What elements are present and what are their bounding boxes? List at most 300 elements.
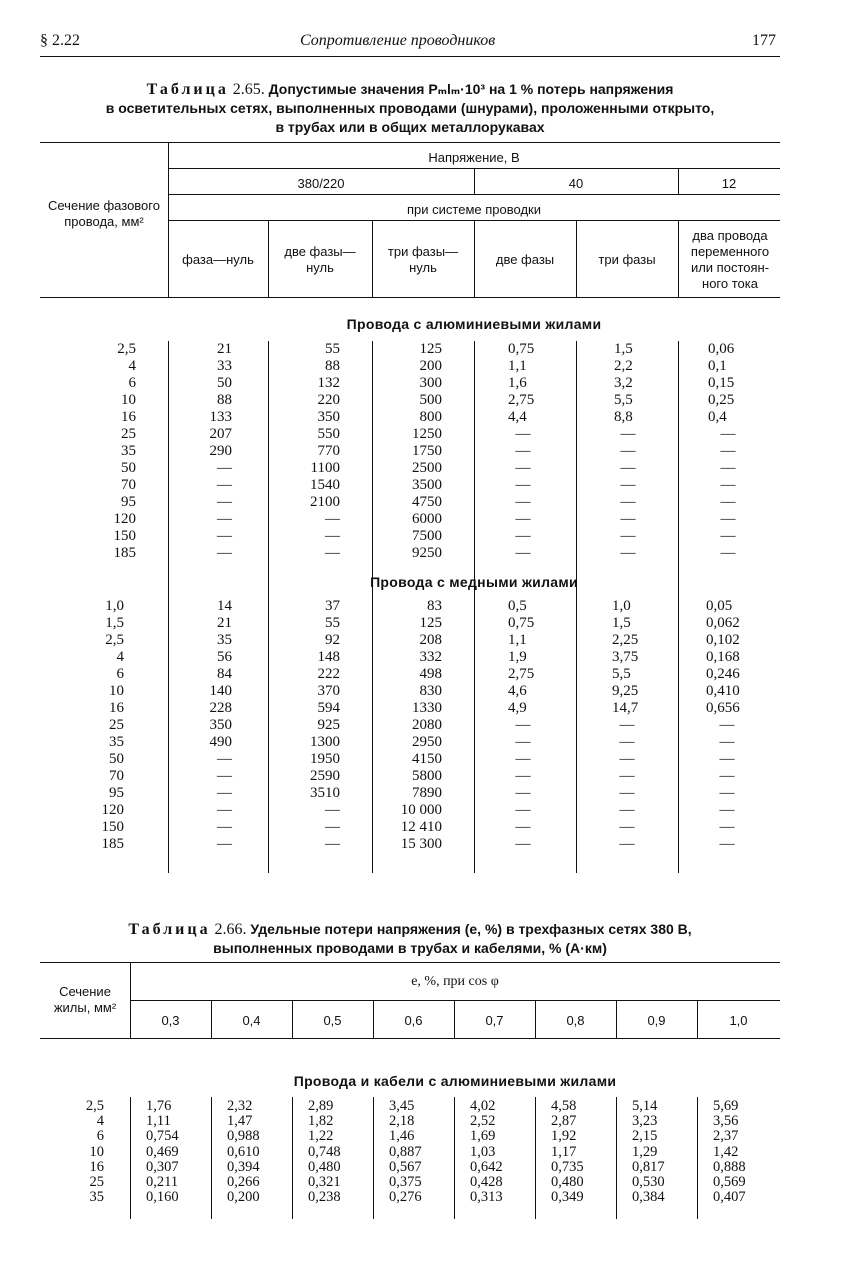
cell: — xyxy=(720,545,736,561)
cell: — xyxy=(217,545,232,561)
cell: 1,0 xyxy=(612,598,631,614)
cell: 1,1 xyxy=(508,358,527,374)
cell: 1,11 xyxy=(146,1113,171,1130)
cell: 0,238 xyxy=(308,1189,341,1206)
cell: 3510 xyxy=(310,785,340,801)
cell: 0,410 xyxy=(706,683,740,699)
cell: — xyxy=(217,494,232,510)
t2-rule-header-bottom xyxy=(40,1038,780,1039)
cell: — xyxy=(515,528,531,544)
t2-col-6 xyxy=(632,1099,694,1205)
cell: — xyxy=(515,819,531,835)
cell: 15 300 xyxy=(400,836,442,852)
cell: 1750 xyxy=(412,443,442,459)
cell: — xyxy=(217,460,232,476)
table2-caption-l2: выполненных проводами в трубах и кабелями, % (А·км) xyxy=(213,940,607,956)
cell: — xyxy=(325,802,340,818)
cell: 55 xyxy=(325,341,340,357)
t1-vline-2 xyxy=(372,220,373,297)
cell: 2,25 xyxy=(612,632,639,648)
cell: 6 xyxy=(116,666,124,682)
cell: — xyxy=(325,511,340,527)
cell: 185 xyxy=(113,545,136,561)
cell: 2,18 xyxy=(389,1113,415,1130)
cell: 2,89 xyxy=(308,1098,334,1114)
cell: 1,5 xyxy=(614,341,633,357)
cell: 0,5 xyxy=(508,598,527,614)
cell: 5,14 xyxy=(632,1098,658,1114)
cell: 1,9 xyxy=(508,649,527,665)
cell: 594 xyxy=(317,700,340,716)
cell: 150 xyxy=(113,528,136,544)
cell: 2,5 xyxy=(85,1098,104,1114)
cell: — xyxy=(217,768,232,784)
cell: 300 xyxy=(419,375,442,391)
cell: 0,06 xyxy=(708,341,735,357)
cell: 7500 xyxy=(412,528,442,544)
cell: — xyxy=(719,836,735,852)
t2-col-4 xyxy=(470,1099,532,1205)
cell: — xyxy=(217,802,232,818)
cell: 0,75 xyxy=(508,615,535,631)
cell: — xyxy=(720,494,736,510)
cell: 4150 xyxy=(412,751,442,767)
cell: 4750 xyxy=(412,494,442,510)
t1-alu-col-c4 xyxy=(508,341,568,562)
cell: 1,47 xyxy=(227,1113,253,1130)
table2-caption xyxy=(40,920,780,958)
cell: 16 xyxy=(109,700,124,716)
cell: — xyxy=(719,717,735,733)
cell: 0,735 xyxy=(551,1158,584,1175)
t2-col-3 xyxy=(389,1099,451,1205)
cell: — xyxy=(515,443,531,459)
cell: 120 xyxy=(101,802,124,818)
section-number: § 2.22 xyxy=(40,32,80,49)
table1-caption-num: 2.65. xyxy=(232,81,265,98)
cell: 0,817 xyxy=(632,1158,665,1175)
cell: 2,32 xyxy=(227,1098,253,1114)
cell: 800 xyxy=(419,409,442,425)
t2-body-vline-2 xyxy=(292,1097,293,1219)
cell: — xyxy=(620,528,636,544)
cell: 5,5 xyxy=(612,666,631,682)
cell: — xyxy=(217,819,232,835)
cell: 3,45 xyxy=(389,1098,415,1114)
cell: 33 xyxy=(217,358,232,374)
cell: 0,394 xyxy=(227,1158,260,1175)
cell: 0,321 xyxy=(308,1173,341,1190)
t1-head-section: Сечение фазового провода, мм² xyxy=(48,198,160,229)
cell: 207 xyxy=(209,426,232,442)
cell: 0,062 xyxy=(706,615,740,631)
cell: 0,887 xyxy=(389,1143,422,1160)
cell: 83 xyxy=(427,598,442,614)
cell: — xyxy=(515,836,531,852)
cell: 2590 xyxy=(310,768,340,784)
cell: 200 xyxy=(419,358,442,374)
cell: — xyxy=(217,528,232,544)
cell: — xyxy=(619,717,635,733)
cell: 16 xyxy=(89,1158,104,1175)
table1-caption-lead: Таблица xyxy=(146,81,229,98)
t2-head-cos-2: 0,5 xyxy=(323,1013,342,1028)
cell: 12 410 xyxy=(400,819,442,835)
cell: — xyxy=(515,734,531,750)
table2-caption-lead: Таблица xyxy=(128,921,211,938)
cell: — xyxy=(720,477,736,493)
table1-caption-l1: Допустимые значения Pₘlₘ·10³ на 1 % потерь напряжения xyxy=(268,81,674,97)
cell: 0,567 xyxy=(389,1158,422,1175)
cell: — xyxy=(620,545,636,561)
cell: 14,7 xyxy=(612,700,639,716)
cell: — xyxy=(515,768,531,784)
t1-head-c6: два провода переменного или постоян- ного тока xyxy=(690,228,770,291)
cell: 2,2 xyxy=(614,358,633,374)
cell: 5800 xyxy=(412,768,442,784)
cell: — xyxy=(719,785,735,801)
cell: 370 xyxy=(317,683,340,699)
cell: 2,5 xyxy=(105,632,124,648)
cell: 1100 xyxy=(310,460,340,476)
t2-head-cos-6: 0,9 xyxy=(647,1013,666,1028)
cell: 0,15 xyxy=(708,375,735,391)
cell: 830 xyxy=(419,683,442,699)
cell: 0,428 xyxy=(470,1173,503,1190)
page-number: 177 xyxy=(752,32,776,49)
cell: 2,15 xyxy=(632,1128,658,1145)
cell: 1,69 xyxy=(470,1128,496,1145)
t2-head-cos-0: 0,3 xyxy=(161,1013,180,1028)
cell: 25 xyxy=(121,426,136,442)
cell: — xyxy=(515,545,531,561)
t2-body-vline-6 xyxy=(616,1097,617,1219)
cell: 140 xyxy=(209,683,232,699)
cell: 50 xyxy=(109,751,124,767)
t1-cu-col-c5 xyxy=(612,598,672,853)
t2-head-cos-7: 1,0 xyxy=(729,1013,748,1028)
cell: 0,375 xyxy=(389,1173,422,1190)
cell: 332 xyxy=(419,649,442,665)
cell: 95 xyxy=(109,785,124,801)
cell: 10 xyxy=(89,1143,104,1160)
t1-section-aluminium: Провода с алюминиевыми жилами xyxy=(346,316,602,332)
cell: — xyxy=(325,528,340,544)
cell: 228 xyxy=(209,700,232,716)
cell: 3500 xyxy=(412,477,442,493)
cell: — xyxy=(619,751,635,767)
table2-caption-num: 2.66. xyxy=(214,921,247,938)
cell: 4 xyxy=(116,649,124,665)
header-rule xyxy=(40,56,780,57)
t1-alu-col-c2 xyxy=(284,341,340,562)
cell: 9,25 xyxy=(612,683,639,699)
cell: 3,2 xyxy=(614,375,633,391)
cell: 2,75 xyxy=(508,666,535,682)
cell: — xyxy=(719,734,735,750)
cell: 55 xyxy=(325,615,340,631)
cell: — xyxy=(619,819,635,835)
t2-head-cos-4: 0,7 xyxy=(485,1013,504,1028)
cell: 0,200 xyxy=(227,1189,260,1206)
t2-col-section xyxy=(60,1099,104,1205)
cell: 208 xyxy=(419,632,442,648)
cell: 2,87 xyxy=(551,1113,577,1130)
cell: 1,1 xyxy=(508,632,527,648)
cell: 0,754 xyxy=(146,1128,179,1145)
t2-head-section: Сечение жилы, мм² xyxy=(53,984,117,1015)
cell: 70 xyxy=(121,477,136,493)
cell: — xyxy=(720,443,736,459)
t1-vline-1 xyxy=(268,220,269,297)
cell: 88 xyxy=(325,358,340,374)
cell: 0,407 xyxy=(713,1189,746,1206)
t2-col-2 xyxy=(308,1099,370,1205)
cell: 92 xyxy=(325,632,340,648)
cell: 6 xyxy=(96,1128,104,1145)
cell: 2500 xyxy=(412,460,442,476)
t2-head-cos-1: 0,4 xyxy=(242,1013,261,1028)
cell: 0,25 xyxy=(708,392,735,408)
t1-rule-header-bottom xyxy=(40,297,780,298)
t2-rule-mid xyxy=(130,1000,780,1001)
t1-head-v3: 12 xyxy=(721,176,737,191)
cell: 0,349 xyxy=(551,1189,584,1206)
cell: — xyxy=(217,751,232,767)
cell: 50 xyxy=(121,460,136,476)
t1-cu-col-c3 xyxy=(380,598,442,853)
t1-body-vline-4 xyxy=(576,341,577,873)
cell: 0,246 xyxy=(706,666,740,682)
t1-body-vline-3 xyxy=(474,341,475,873)
cell: 0,307 xyxy=(146,1158,179,1175)
t2-body-vline-1 xyxy=(211,1097,212,1219)
cell: 0,888 xyxy=(713,1158,746,1175)
t2-head-cos-3: 0,6 xyxy=(404,1013,423,1028)
t1-body-vline-1 xyxy=(268,341,269,873)
t2-col-1 xyxy=(227,1099,289,1205)
cell: 0,748 xyxy=(308,1143,341,1160)
cell: — xyxy=(619,802,635,818)
cell: — xyxy=(515,751,531,767)
cell: 1,92 xyxy=(551,1128,577,1145)
cell: — xyxy=(217,836,232,852)
cell: 0,569 xyxy=(713,1173,746,1190)
cell: 4,9 xyxy=(508,700,527,716)
cell: 10 000 xyxy=(400,802,442,818)
t2-head-cos-5: 0,8 xyxy=(566,1013,585,1028)
t2-body-vline-5 xyxy=(535,1097,536,1219)
cell: 88 xyxy=(217,392,232,408)
cell: 222 xyxy=(317,666,340,682)
t2-rule-top xyxy=(40,962,780,963)
cell: 2,75 xyxy=(508,392,535,408)
cell: — xyxy=(719,802,735,818)
cell: 0,610 xyxy=(227,1143,260,1160)
cell: 0,480 xyxy=(551,1173,584,1190)
table1-caption-l2: в осветительных сетях, выполненных проводами (шнурами), проложенными открыто, xyxy=(105,100,715,116)
cell: — xyxy=(515,477,531,493)
t1-alu-col-c6 xyxy=(708,341,772,562)
cell: 0,313 xyxy=(470,1189,503,1206)
cell: 1,17 xyxy=(551,1143,577,1160)
cell: 10 xyxy=(109,683,124,699)
t1-alu-col-c1 xyxy=(180,341,232,562)
cell: 770 xyxy=(317,443,340,459)
cell: 7890 xyxy=(412,785,442,801)
cell: — xyxy=(620,426,636,442)
t1-alu-col-c5 xyxy=(614,341,674,562)
cell: — xyxy=(719,819,735,835)
cell: 0,05 xyxy=(706,598,733,614)
t1-cu-col-section xyxy=(60,598,124,853)
cell: 498 xyxy=(419,666,442,682)
cell: — xyxy=(619,734,635,750)
cell: — xyxy=(619,836,635,852)
t1-head-c5: три фазы xyxy=(598,252,656,267)
cell: 1,29 xyxy=(632,1143,658,1160)
cell: — xyxy=(720,528,736,544)
cell: — xyxy=(720,511,736,527)
t2-body-vline-7 xyxy=(697,1097,698,1219)
cell: 8,8 xyxy=(614,409,633,425)
cell: — xyxy=(515,802,531,818)
cell: — xyxy=(719,768,735,784)
cell: 0,211 xyxy=(146,1173,179,1190)
cell: 25 xyxy=(89,1173,104,1190)
cell: — xyxy=(620,477,636,493)
cell: 1,03 xyxy=(470,1143,496,1160)
t1-cu-col-c2 xyxy=(284,598,340,853)
t1-head-c4: две фазы xyxy=(495,252,555,267)
cell: 0,988 xyxy=(227,1128,260,1145)
cell: 1,6 xyxy=(508,375,527,391)
t2-section-aluminium: Провода и кабели с алюминиевыми жилами xyxy=(293,1073,617,1089)
cell: — xyxy=(515,511,531,527)
cell: 6 xyxy=(128,375,136,391)
cell: 0,276 xyxy=(389,1189,422,1206)
cell: — xyxy=(515,426,531,442)
cell: 3,75 xyxy=(612,649,639,665)
cell: — xyxy=(720,426,736,442)
cell: — xyxy=(217,511,232,527)
cell: 1,46 xyxy=(389,1128,415,1145)
cell: — xyxy=(325,819,340,835)
cell: 56 xyxy=(217,649,232,665)
cell: 2080 xyxy=(412,717,442,733)
cell: 4 xyxy=(96,1113,104,1130)
cell: 220 xyxy=(317,392,340,408)
cell: 125 xyxy=(419,341,442,357)
t1-alu-col-c3 xyxy=(386,341,442,562)
cell: 0,384 xyxy=(632,1189,665,1206)
cell: 0,4 xyxy=(708,409,727,425)
cell: 0,102 xyxy=(706,632,740,648)
cell: — xyxy=(325,836,340,852)
cell: 21 xyxy=(217,615,232,631)
cell: 0,160 xyxy=(146,1189,179,1206)
cell: 0,266 xyxy=(227,1173,260,1190)
cell: 1300 xyxy=(310,734,340,750)
cell: 500 xyxy=(419,392,442,408)
cell: 5,5 xyxy=(614,392,633,408)
cell: — xyxy=(515,717,531,733)
cell: 150 xyxy=(101,819,124,835)
cell: 120 xyxy=(113,511,136,527)
cell: 2,37 xyxy=(713,1128,739,1145)
cell: 0,168 xyxy=(706,649,740,665)
cell: 84 xyxy=(217,666,232,682)
t1-head-v1: 380/220 xyxy=(297,176,345,191)
cell: 35 xyxy=(89,1189,104,1206)
cell: 1950 xyxy=(310,751,340,767)
t2-head-e: e, %, при cos φ xyxy=(411,974,499,989)
t2-col-5 xyxy=(551,1099,613,1205)
t2-body-vline-3 xyxy=(373,1097,374,1219)
cell: 25 xyxy=(109,717,124,733)
cell: 70 xyxy=(109,768,124,784)
t1-rule-h2 xyxy=(168,194,780,195)
cell: 4 xyxy=(128,358,136,374)
cell: 925 xyxy=(317,717,340,733)
cell: 0,656 xyxy=(706,700,740,716)
cell: — xyxy=(620,494,636,510)
cell: 1330 xyxy=(412,700,442,716)
cell: 350 xyxy=(317,409,340,425)
cell: 148 xyxy=(317,649,340,665)
cell: 3,56 xyxy=(713,1113,739,1130)
cell: 5,69 xyxy=(713,1098,739,1114)
cell: 4,6 xyxy=(508,683,527,699)
cell: — xyxy=(619,785,635,801)
t2-body-vline-0 xyxy=(130,1097,131,1219)
cell: 1,42 xyxy=(713,1143,739,1160)
cell: — xyxy=(620,511,636,527)
cell: 0,469 xyxy=(146,1143,179,1160)
t1-alu-col-section xyxy=(60,341,136,562)
t1-head-c2: две фазы— нуль xyxy=(284,244,356,275)
cell: 350 xyxy=(209,717,232,733)
cell: 2,5 xyxy=(117,341,136,357)
table1-caption-l3: в трубах или в общих металлорукавах xyxy=(275,119,545,135)
t1-head-system: при системе проводки xyxy=(407,202,541,217)
t1-body-vline-2 xyxy=(372,341,373,873)
t2-body-vline-4 xyxy=(454,1097,455,1219)
t1-cu-col-c1 xyxy=(180,598,232,853)
cell: 0,1 xyxy=(708,358,727,374)
cell: — xyxy=(620,460,636,476)
cell: 0,75 xyxy=(508,341,535,357)
t2-col-0 xyxy=(146,1099,208,1205)
cell: 290 xyxy=(209,443,232,459)
t1-head-v2: 40 xyxy=(568,176,584,191)
t1-cu-col-c4 xyxy=(508,598,568,853)
cell: — xyxy=(515,460,531,476)
cell: — xyxy=(720,460,736,476)
cell: 125 xyxy=(419,615,442,631)
cell: — xyxy=(515,494,531,510)
t1-head-voltage: Напряжение, В xyxy=(428,150,520,165)
cell: 0,480 xyxy=(308,1158,341,1175)
t1-section-copper: Провода с медными жилами xyxy=(370,574,578,590)
cell: — xyxy=(620,443,636,459)
cell: 4,02 xyxy=(470,1098,496,1114)
cell: 133 xyxy=(209,409,232,425)
t1-rule-top xyxy=(40,142,780,143)
cell: — xyxy=(719,751,735,767)
cell: 2950 xyxy=(412,734,442,750)
t1-vline-5 xyxy=(678,220,679,297)
